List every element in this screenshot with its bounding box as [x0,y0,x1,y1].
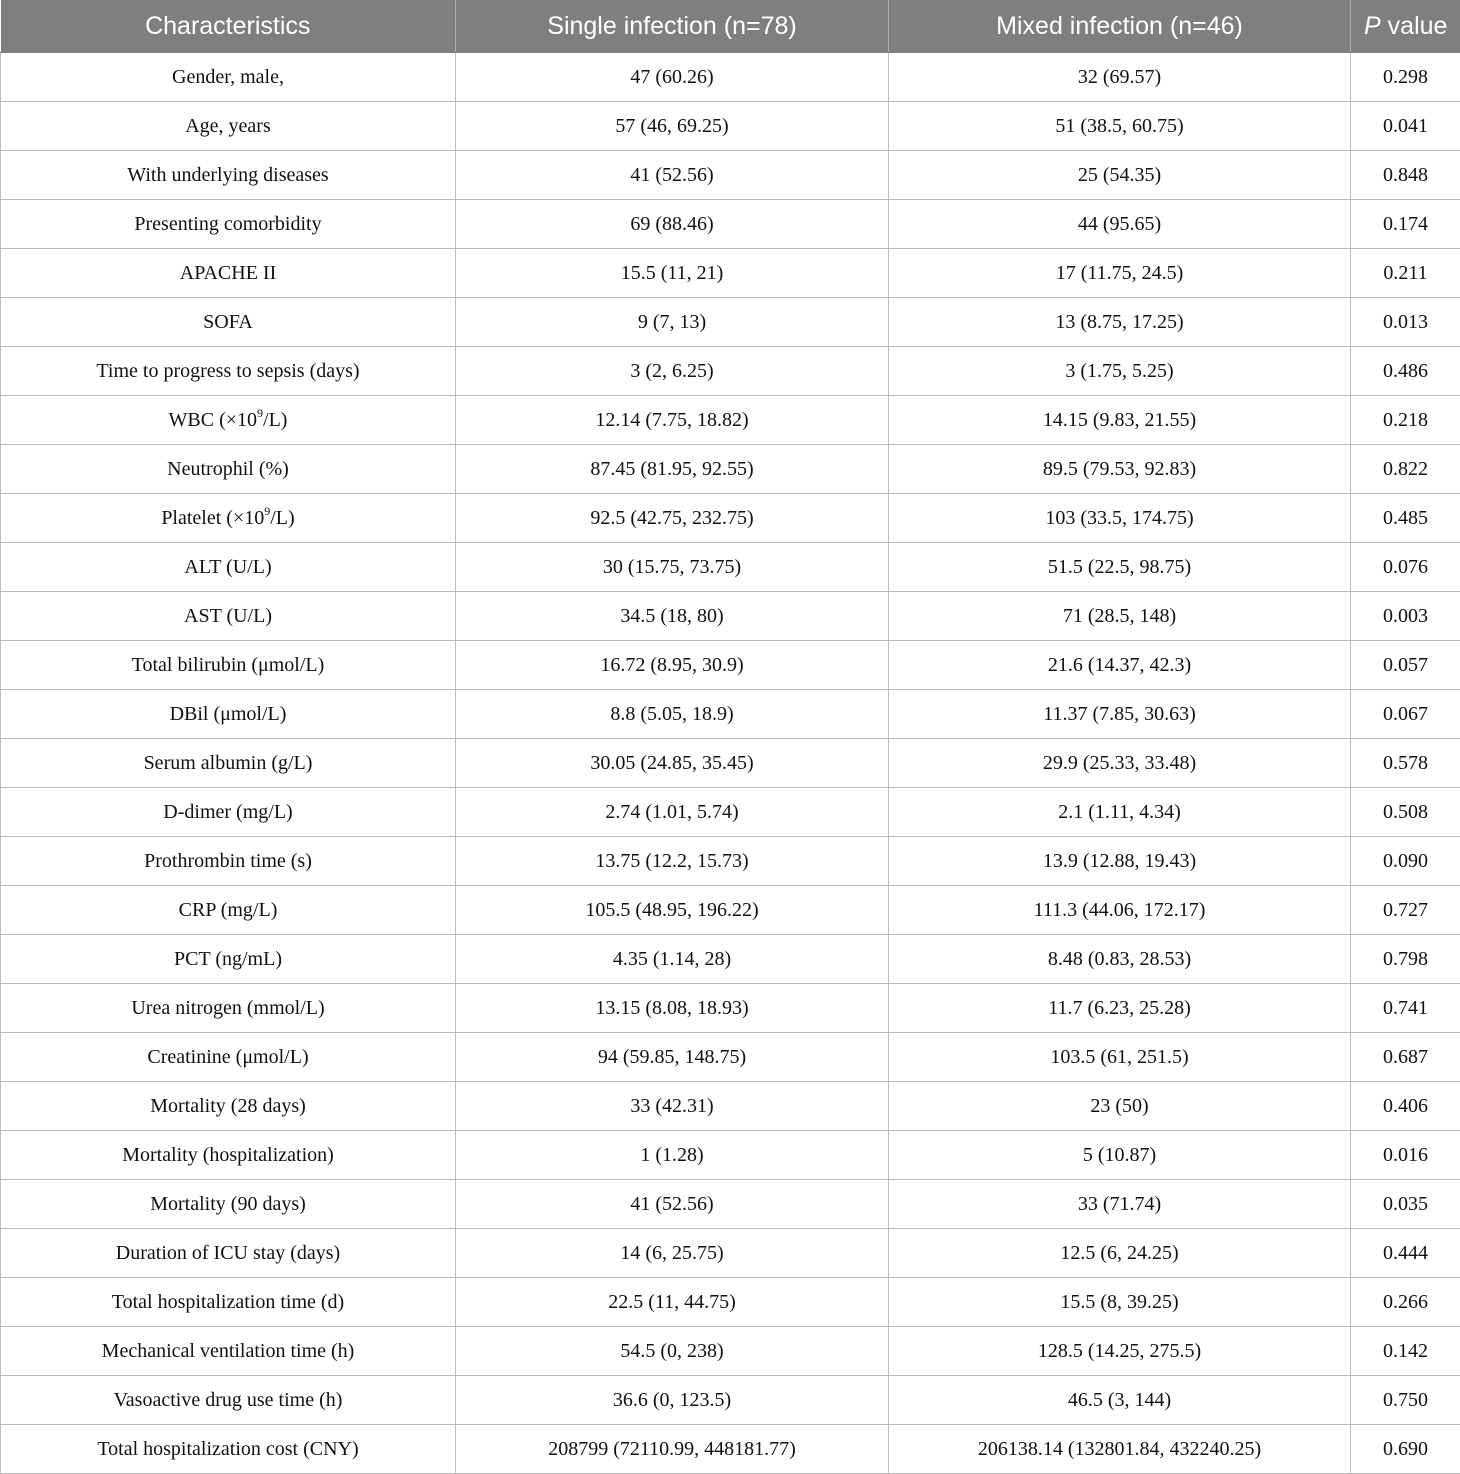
row-single-infection: 87.45 (81.95, 92.55) [456,445,889,494]
row-p-value: 0.298 [1351,53,1460,102]
row-mixed-infection: 103 (33.5, 174.75) [889,494,1351,543]
row-characteristic: Age, years [1,102,456,151]
row-characteristic: Mortality (28 days) [1,1082,456,1131]
row-characteristic: PCT (ng/mL) [1,935,456,984]
row-mixed-infection: 51.5 (22.5, 98.75) [889,543,1351,592]
row-single-infection: 94 (59.85, 148.75) [456,1033,889,1082]
row-mixed-infection: 15.5 (8, 39.25) [889,1278,1351,1327]
row-mixed-infection: 29.9 (25.33, 33.48) [889,739,1351,788]
row-mixed-infection: 32 (69.57) [889,53,1351,102]
row-mixed-infection: 206138.14 (132801.84, 432240.25) [889,1425,1351,1474]
row-characteristic: CRP (mg/L) [1,886,456,935]
header-row [1,0,1460,53]
row-p-value: 0.057 [1351,641,1460,690]
table-row [1,249,1460,298]
table-row [1,200,1460,249]
row-mixed-infection: 111.3 (44.06, 172.17) [889,886,1351,935]
row-characteristic: D-dimer (mg/L) [1,788,456,837]
row-mixed-infection: 8.48 (0.83, 28.53) [889,935,1351,984]
row-characteristic: ALT (U/L) [1,543,456,592]
table-row [1,494,1460,543]
row-p-value: 0.727 [1351,886,1460,935]
row-p-value: 0.741 [1351,984,1460,1033]
row-characteristic: Urea nitrogen (mmol/L) [1,984,456,1033]
row-characteristic: Duration of ICU stay (days) [1,1229,456,1278]
row-p-value: 0.687 [1351,1033,1460,1082]
row-characteristic: DBil (μmol/L) [1,690,456,739]
row-characteristic: Gender, male, [1,53,456,102]
row-characteristic: Creatinine (μmol/L) [1,1033,456,1082]
row-characteristic: Time to progress to sepsis (days) [1,347,456,396]
row-mixed-infection: 71 (28.5, 148) [889,592,1351,641]
table-row [1,151,1460,200]
table-row [1,1376,1460,1425]
table-row [1,592,1460,641]
row-p-value: 0.142 [1351,1327,1460,1376]
table-row [1,1327,1460,1376]
row-single-infection: 30.05 (24.85, 35.45) [456,739,889,788]
table-row [1,837,1460,886]
table-row [1,935,1460,984]
row-characteristic: Mortality (hospitalization) [1,1131,456,1180]
row-p-value: 0.444 [1351,1229,1460,1278]
table-row [1,984,1460,1033]
table-row [1,1131,1460,1180]
row-p-value: 0.798 [1351,935,1460,984]
row-mixed-infection: 25 (54.35) [889,151,1351,200]
row-characteristic: Vasoactive drug use time (h) [1,1376,456,1425]
row-single-infection: 4.35 (1.14, 28) [456,935,889,984]
label-suffix: /L) [263,409,287,431]
table-row [1,53,1460,102]
table-row [1,298,1460,347]
row-characteristic: Mortality (90 days) [1,1180,456,1229]
row-characteristic: SOFA [1,298,456,347]
table-row [1,690,1460,739]
row-characteristic: Presenting comorbidity [1,200,456,249]
row-characteristic [1,494,456,543]
row-characteristic: APACHE II [1,249,456,298]
row-single-infection: 41 (52.56) [456,151,889,200]
row-single-infection: 208799 (72110.99, 448181.77) [456,1425,889,1474]
row-characteristic: Neutrophil (%) [1,445,456,494]
label-superscript: 9 [264,504,270,518]
row-single-infection: 12.14 (7.75, 18.82) [456,396,889,445]
row-mixed-infection: 3 (1.75, 5.25) [889,347,1351,396]
table-row [1,347,1460,396]
row-p-value: 0.822 [1351,445,1460,494]
table-row [1,788,1460,837]
header-p-suffix: value [1381,12,1448,40]
table-row [1,1278,1460,1327]
row-p-value: 0.578 [1351,739,1460,788]
table-row [1,1033,1460,1082]
row-single-infection: 3 (2, 6.25) [456,347,889,396]
row-mixed-infection: 17 (11.75, 24.5) [889,249,1351,298]
row-mixed-infection: 14.15 (9.83, 21.55) [889,396,1351,445]
row-mixed-infection: 89.5 (79.53, 92.83) [889,445,1351,494]
row-p-value: 0.218 [1351,396,1460,445]
row-single-infection: 1 (1.28) [456,1131,889,1180]
row-p-value: 0.211 [1351,249,1460,298]
row-single-infection: 2.74 (1.01, 5.74) [456,788,889,837]
row-single-infection: 41 (52.56) [456,1180,889,1229]
header-mixed-infection: Mixed infection (n=46) [889,0,1351,53]
row-p-value: 0.090 [1351,837,1460,886]
row-mixed-infection: 23 (50) [889,1082,1351,1131]
row-p-value: 0.016 [1351,1131,1460,1180]
row-single-infection: 47 (60.26) [456,53,889,102]
header-p-value [1351,0,1460,53]
row-mixed-infection: 33 (71.74) [889,1180,1351,1229]
table-row [1,1180,1460,1229]
row-p-value: 0.508 [1351,788,1460,837]
row-p-value: 0.406 [1351,1082,1460,1131]
table-row [1,102,1460,151]
row-single-infection: 15.5 (11, 21) [456,249,889,298]
row-mixed-infection: 5 (10.87) [889,1131,1351,1180]
row-p-value: 0.174 [1351,200,1460,249]
label-suffix: /L) [270,507,294,529]
row-mixed-infection: 12.5 (6, 24.25) [889,1229,1351,1278]
row-single-infection: 105.5 (48.95, 196.22) [456,886,889,935]
table-row [1,396,1460,445]
row-mixed-infection: 103.5 (61, 251.5) [889,1033,1351,1082]
row-single-infection: 30 (15.75, 73.75) [456,543,889,592]
row-mixed-infection: 128.5 (14.25, 275.5) [889,1327,1351,1376]
row-single-infection: 34.5 (18, 80) [456,592,889,641]
table-row [1,739,1460,788]
header-p-letter: P [1364,12,1381,40]
table-row [1,445,1460,494]
row-characteristic: Total hospitalization cost (CNY) [1,1425,456,1474]
row-mixed-infection: 21.6 (14.37, 42.3) [889,641,1351,690]
row-p-value: 0.067 [1351,690,1460,739]
table-row [1,641,1460,690]
row-characteristic: AST (U/L) [1,592,456,641]
label-prefix: Platelet (×10 [161,507,264,529]
label-prefix: WBC (×10 [169,409,258,431]
row-p-value: 0.041 [1351,102,1460,151]
row-single-infection: 57 (46, 69.25) [456,102,889,151]
row-mixed-infection: 51 (38.5, 60.75) [889,102,1351,151]
row-mixed-infection: 46.5 (3, 144) [889,1376,1351,1425]
row-characteristic: Total bilirubin (μmol/L) [1,641,456,690]
row-single-infection: 8.8 (5.05, 18.9) [456,690,889,739]
table-row [1,543,1460,592]
row-mixed-infection: 11.37 (7.85, 30.63) [889,690,1351,739]
row-mixed-infection: 2.1 (1.11, 4.34) [889,788,1351,837]
row-characteristic [1,396,456,445]
row-p-value: 0.485 [1351,494,1460,543]
header-characteristics: Characteristics [1,0,456,53]
row-single-infection: 13.15 (8.08, 18.93) [456,984,889,1033]
row-characteristic: Serum albumin (g/L) [1,739,456,788]
row-p-value: 0.266 [1351,1278,1460,1327]
row-p-value: 0.848 [1351,151,1460,200]
row-characteristic: Total hospitalization time (d) [1,1278,456,1327]
table-row [1,1082,1460,1131]
row-single-infection: 13.75 (12.2, 15.73) [456,837,889,886]
label-superscript: 9 [257,406,263,420]
row-single-infection: 16.72 (8.95, 30.9) [456,641,889,690]
row-p-value: 0.003 [1351,592,1460,641]
row-single-infection: 33 (42.31) [456,1082,889,1131]
row-mixed-infection: 13 (8.75, 17.25) [889,298,1351,347]
row-single-infection: 69 (88.46) [456,200,889,249]
row-p-value: 0.035 [1351,1180,1460,1229]
row-mixed-infection: 44 (95.65) [889,200,1351,249]
row-single-infection: 36.6 (0, 123.5) [456,1376,889,1425]
row-single-infection: 92.5 (42.75, 232.75) [456,494,889,543]
table-row [1,1229,1460,1278]
table-header [1,0,1460,53]
row-single-infection: 9 (7, 13) [456,298,889,347]
table-row [1,886,1460,935]
row-single-infection: 54.5 (0, 238) [456,1327,889,1376]
row-characteristic: Mechanical ventilation time (h) [1,1327,456,1376]
row-single-infection: 14 (6, 25.75) [456,1229,889,1278]
table-body [1,53,1460,1474]
row-mixed-infection: 13.9 (12.88, 19.43) [889,837,1351,886]
row-mixed-infection: 11.7 (6.23, 25.28) [889,984,1351,1033]
row-p-value: 0.013 [1351,298,1460,347]
row-p-value: 0.486 [1351,347,1460,396]
row-single-infection: 22.5 (11, 44.75) [456,1278,889,1327]
row-p-value: 0.690 [1351,1425,1460,1474]
row-characteristic: With underlying diseases [1,151,456,200]
row-characteristic: Prothrombin time (s) [1,837,456,886]
row-p-value: 0.750 [1351,1376,1460,1425]
row-p-value: 0.076 [1351,543,1460,592]
table-row [1,1425,1460,1474]
header-single-infection: Single infection (n=78) [456,0,889,53]
